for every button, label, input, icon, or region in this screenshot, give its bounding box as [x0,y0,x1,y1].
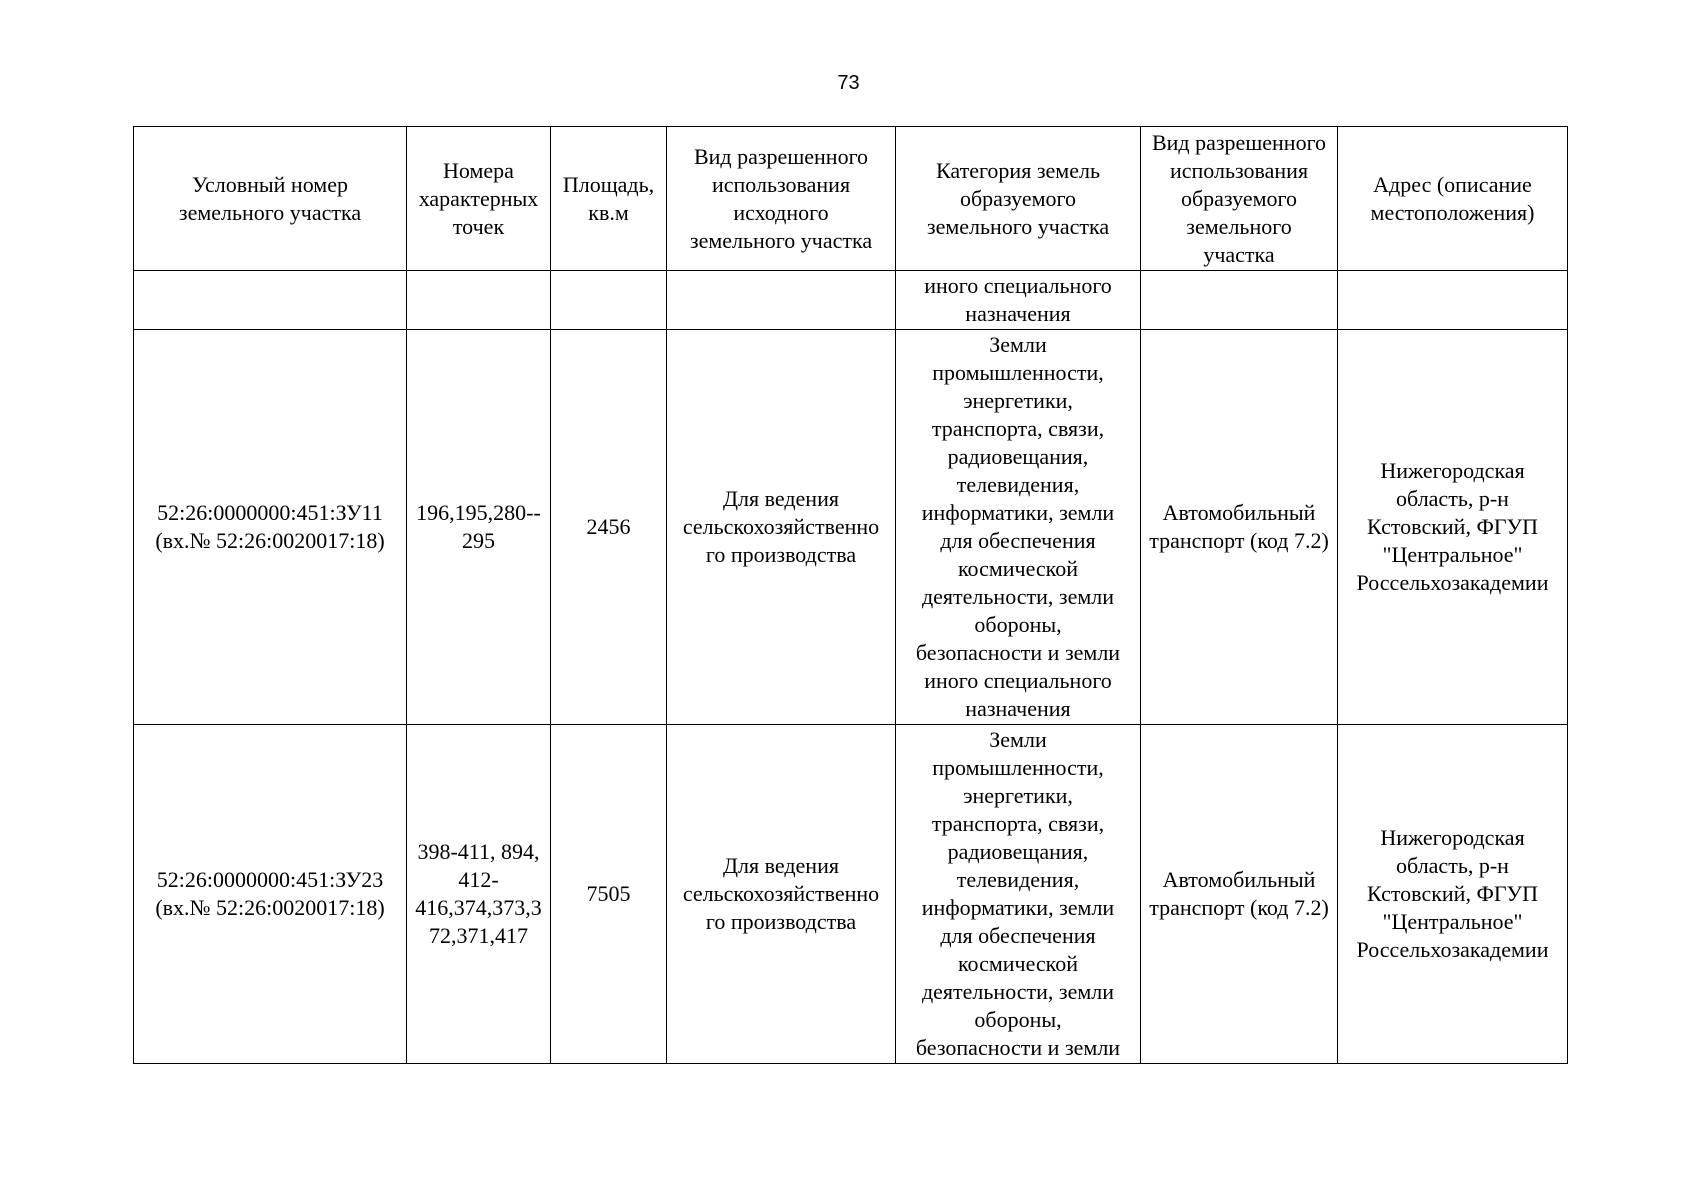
table-cell [551,271,667,330]
page-number: 73 [837,72,860,94]
table-cell-new-use: Автомобильный транспорт (код 7.2) [1141,725,1338,1064]
table-cell-points: 398-411, 894, 412- 416,374,373,3 72,371,417 [407,725,551,1064]
header-cell-address: Адрес (описание местоположения) [1338,127,1568,271]
header-cell-area: Площадь, кв.м [551,127,667,271]
header-cell-points: Номера характерных точек [407,127,551,271]
table-cell-category: Земли промышленности, энергетики, транспорта, связи, радиовещания, телевидения, информатики, земли для обеспечения космической деятельности, земли обороны, безопасности и земли иного специального назначения [896,330,1141,725]
table-cell [1338,271,1568,330]
table-cell-area: 7505 [551,725,667,1064]
header-cell-new-use: Вид разрешенного использования образуемого земельного участка [1141,127,1338,271]
table-cell-category: иного специального назначения [896,271,1141,330]
table-cell-source-use: Для ведения сельскохозяйственно го производства [667,725,896,1064]
table-cell-category: Земли промышленности, энергетики, транспорта, связи, радиовещания, телевидения, информатики, земли для обеспечения космической деятельности, земли обороны, безопасности и земли [896,725,1141,1064]
table-cell-new-use: Автомобильный транспорт (код 7.2) [1141,330,1338,725]
table-cell [1141,271,1338,330]
table-cell-plot-number: 52:26:0000000:451:ЗУ11 (вх.№ 52:26:0020017:18) [134,330,407,725]
table-row [134,725,1568,1064]
header-cell-source-use: Вид разрешенного использования исходного земельного участка [667,127,896,271]
header-cell-category: Категория земель образуемого земельного участка [896,127,1141,271]
table-cell [667,271,896,330]
table-cell-plot-number: 52:26:0000000:451:ЗУ23 (вх.№ 52:26:0020017:18) [134,725,407,1064]
table-cell-address: Нижегородская область, р-н Кстовский, ФГУП "Центральное" Россельхозакадемии [1338,330,1568,725]
header-cell-plot-number: Условный номер земельного участка [134,127,407,271]
table-header-row [134,127,1568,271]
table-cell-address: Нижегородская область, р-н Кстовский, ФГУП "Центральное" Россельхозакадемии [1338,725,1568,1064]
table-cell-area: 2456 [551,330,667,725]
table-row [134,330,1568,725]
table-cell-points: 196,195,280-- 295 [407,330,551,725]
land-plots-table [133,126,1568,1064]
table-cell [407,271,551,330]
table-cell-source-use: Для ведения сельскохозяйственно го производства [667,330,896,725]
table-cell [134,271,407,330]
table-row-continuation [134,271,1568,330]
